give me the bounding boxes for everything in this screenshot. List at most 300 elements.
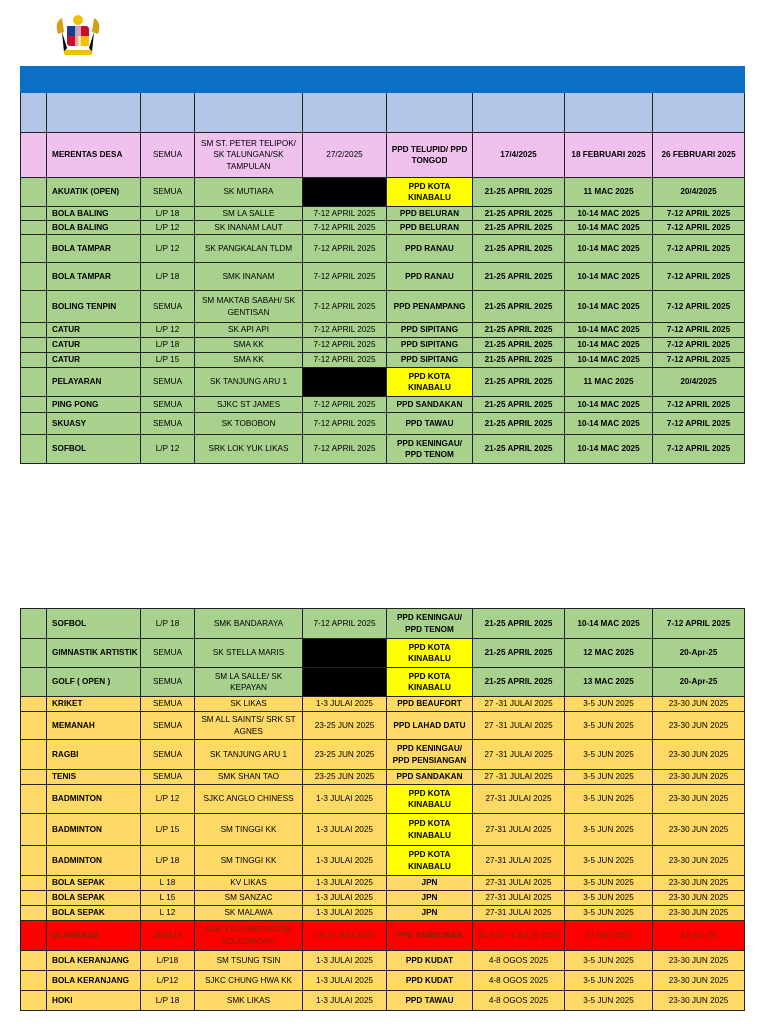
registration-cell: 3-5 JUN 2025: [565, 740, 653, 770]
date-cell: 1-3 JULAI 2025: [303, 876, 387, 891]
table-row: [21, 413, 745, 435]
category-cell: SEMUA: [141, 368, 195, 397]
event-cell: BOLA SEPAK: [47, 906, 141, 921]
table-row: [21, 785, 745, 814]
event-cell: SKUASY: [47, 413, 141, 435]
date-cell: 7-12 APRIL 2025: [303, 323, 387, 338]
category-cell: SEMUA: [141, 291, 195, 323]
deadline-cell: 23-30 JUN 2025: [653, 814, 745, 846]
row-index-cell: [21, 785, 47, 814]
table-header-row-cell: [565, 93, 653, 133]
host-cell: PPD RANAU: [387, 235, 473, 263]
registration-cell: 10-14 MAC 2025: [565, 413, 653, 435]
registration-cell: 11 MAC 2025: [565, 368, 653, 397]
state-date-cell: 21-25 APRIL 2025: [473, 235, 565, 263]
row-index-cell: [21, 207, 47, 221]
deadline-cell: 20/4/2025: [653, 368, 745, 397]
table-row: [21, 323, 745, 338]
date-cell: 7-12 APRIL 2025: [303, 413, 387, 435]
row-index-cell: [21, 740, 47, 770]
event-cell: CATUR: [47, 323, 141, 338]
date-cell: 7-12 APRIL 2025: [303, 235, 387, 263]
row-index-cell: [21, 323, 47, 338]
row-index-cell: [21, 921, 47, 951]
category-cell: L/P 12: [141, 785, 195, 814]
category-cell: SEMUA: [141, 668, 195, 697]
table-header-row-cell: [303, 93, 387, 133]
state-date-cell: 21-25 APRIL 2025: [473, 435, 565, 464]
row-index-cell: [21, 609, 47, 639]
category-cell: L/P 12: [141, 235, 195, 263]
state-date-cell: 21-25 APRIL 2025: [473, 263, 565, 291]
event-cell: BADMINTON: [47, 785, 141, 814]
host-cell: PPD SIPITANG: [387, 353, 473, 368]
state-date-cell: 21-25 APRIL 2025: [473, 368, 565, 397]
category-cell: L/P 15: [141, 353, 195, 368]
category-cell: L/P18: [141, 951, 195, 971]
category-cell: L/P 12: [141, 221, 195, 235]
venue-cell: SM TINGGI KK: [195, 846, 303, 876]
row-index-cell: [21, 397, 47, 413]
category-cell: SEMUA: [141, 178, 195, 207]
deadline-cell: 23-30 JUN 2025: [653, 991, 745, 1011]
date-cell: 7-12 APRIL 2025: [303, 263, 387, 291]
registration-cell: 27 MEI 2025: [565, 921, 653, 951]
registration-cell: 3-5 JUN 2025: [565, 785, 653, 814]
table-row: [21, 338, 745, 353]
category-cell: L/P 12: [141, 323, 195, 338]
state-date-cell: 27 -31 JULAI 2025: [473, 712, 565, 740]
deadline-cell: 23-30 JUN 2025: [653, 971, 745, 991]
date-cell: 23-25 JUN 2025: [303, 740, 387, 770]
state-date-cell: 27-31 JULAI 2025: [473, 785, 565, 814]
date-cell: 7-12 APRIL 2025: [303, 353, 387, 368]
deadline-cell: 7-12 APRIL 2025: [653, 435, 745, 464]
event-cell: MEMANAH: [47, 712, 141, 740]
event-cell: BOLA BALING: [47, 207, 141, 221]
date-cell: 1-3 JULAI 2025: [303, 906, 387, 921]
sports-schedule-table-bottom: [20, 608, 745, 1011]
registration-cell: 18 FEBRUARI 2025: [565, 133, 653, 178]
state-date-cell: 27 -31 JULAI 2025: [473, 740, 565, 770]
state-date-cell: 21-25 APRIL 2025: [473, 639, 565, 668]
registration-cell: 10-14 MAC 2025: [565, 435, 653, 464]
state-date-cell: 21-25 APRIL 2025: [473, 323, 565, 338]
table-title-bar-cell: [21, 67, 745, 93]
category-cell: L/P 15: [141, 814, 195, 846]
malaysia-coat-of-arms-icon: [52, 12, 104, 60]
state-date-cell: 21-25 APRIL 2025: [473, 413, 565, 435]
deadline-cell: 7-12 APRIL 2025: [653, 338, 745, 353]
category-cell: SEMUA: [141, 397, 195, 413]
venue-cell: SM MAKTAB SABAH/ SK GENTISAN: [195, 291, 303, 323]
table-row: [21, 906, 745, 921]
date-cell: 1-3 JULAI 2025: [303, 785, 387, 814]
table-header-row-cell: [387, 93, 473, 133]
host-cell: PPD KUDAT: [387, 971, 473, 991]
row-index-cell: [21, 235, 47, 263]
date-cell: 1-3 JULAI 2025: [303, 991, 387, 1011]
deadline-cell: 23-30 JUN 2025: [653, 891, 745, 906]
category-cell: L/P 18: [141, 991, 195, 1011]
host-cell: PPD RANAU: [387, 263, 473, 291]
registration-cell: 10-14 MAC 2025: [565, 263, 653, 291]
table-row: [21, 991, 745, 1011]
sports-schedule-table-top: [20, 66, 745, 464]
row-index-cell: [21, 876, 47, 891]
table-row: [21, 971, 745, 991]
host-cell: PPD KENINGAU/ PPD TENOM: [387, 435, 473, 464]
registration-cell: 12 MAC 2025: [565, 639, 653, 668]
host-cell: PPD BEAUFORT: [387, 697, 473, 712]
table-row: [21, 178, 745, 207]
state-date-cell: 17/4/2025: [473, 133, 565, 178]
venue-cell: SM TSUNG TSIN: [195, 951, 303, 971]
deadline-cell: 26 FEBRUARI 2025: [653, 133, 745, 178]
host-cell: JPN: [387, 906, 473, 921]
deadline-cell: 23-30 JUN 2025: [653, 906, 745, 921]
category-cell: SEMUA: [141, 740, 195, 770]
row-index-cell: [21, 639, 47, 668]
deadline-cell: 7-12 APRIL 2025: [653, 291, 745, 323]
state-date-cell: 27 -31 JULAI 2025: [473, 770, 565, 785]
deadline-cell: 7-12 APRIL 2025: [653, 207, 745, 221]
date-cell: 1-3 JULAI 2025: [303, 951, 387, 971]
deadline-cell: 7-12 APRIL 2025: [653, 221, 745, 235]
date-cell: [303, 639, 387, 668]
row-index-cell: [21, 846, 47, 876]
table-row: [21, 263, 745, 291]
table-header-row: [21, 93, 745, 133]
category-cell: SEMUA: [141, 921, 195, 951]
host-cell: PPD KOTA KINABALU: [387, 178, 473, 207]
date-cell: [303, 178, 387, 207]
row-index-cell: [21, 221, 47, 235]
event-cell: PING PONG: [47, 397, 141, 413]
deadline-cell: 7-12 APRIL 2025: [653, 263, 745, 291]
host-cell: PPD SANDAKAN: [387, 397, 473, 413]
category-cell: SEMUA: [141, 133, 195, 178]
event-cell: BADMINTON: [47, 814, 141, 846]
state-date-cell: 4-8 OGOS 2025: [473, 991, 565, 1011]
row-index-cell: [21, 971, 47, 991]
date-cell: 23-25 JUN 2025: [303, 770, 387, 785]
deadline-cell: 20-Apr-25: [653, 639, 745, 668]
table-row: [21, 639, 745, 668]
deadline-cell: 7-12 APRIL 2025: [653, 323, 745, 338]
registration-cell: 3-5 JUN 2025: [565, 697, 653, 712]
venue-cell: SMA KK: [195, 353, 303, 368]
registration-cell: 10-14 MAC 2025: [565, 397, 653, 413]
table-row: [21, 397, 745, 413]
event-cell: BOLA KERANJANG: [47, 971, 141, 991]
state-date-cell: 27 -31 JULAI 2025: [473, 697, 565, 712]
deadline-cell: 20/4/2025: [653, 178, 745, 207]
host-cell: PPD BELURAN: [387, 207, 473, 221]
venue-cell: SM ALL SAINTS/ SRK ST AGNES: [195, 712, 303, 740]
state-date-cell: 4-8 OGOS 2025: [473, 971, 565, 991]
registration-cell: 3-5 JUN 2025: [565, 876, 653, 891]
date-cell: 7-12 APRIL 2025: [303, 207, 387, 221]
registration-cell: 10-14 MAC 2025: [565, 235, 653, 263]
category-cell: L 15: [141, 891, 195, 906]
venue-cell: SRK LOK YUK LIKAS: [195, 435, 303, 464]
date-cell: 7-12 APRIL 2025: [303, 291, 387, 323]
date-cell: 16-21 JUN 2025: [303, 921, 387, 951]
venue-cell: SMA KK: [195, 338, 303, 353]
event-cell: BOLA KERANJANG: [47, 951, 141, 971]
category-cell: L/P12: [141, 971, 195, 991]
registration-cell: 3-5 JUN 2025: [565, 951, 653, 971]
row-index-cell: [21, 668, 47, 697]
host-cell: PPD KUDAT: [387, 951, 473, 971]
table-row: [21, 235, 745, 263]
deadline-cell: 7-12 APRIL 2025: [653, 235, 745, 263]
venue-cell: SK TANJUNG ARU 1: [195, 740, 303, 770]
event-cell: BOLA TAMPAR: [47, 263, 141, 291]
event-cell: BOLA TAMPAR: [47, 235, 141, 263]
category-cell: L/P 18: [141, 846, 195, 876]
venue-cell: SMK LIKAS: [195, 991, 303, 1011]
host-cell: PPD KOTA KINABALU: [387, 846, 473, 876]
table-header-row-cell: [195, 93, 303, 133]
event-cell: CATUR: [47, 353, 141, 368]
host-cell: PPD KENINGAU/ PPD TENOM: [387, 609, 473, 639]
category-cell: L/P 12: [141, 435, 195, 464]
date-cell: 1-3 JULAI 2025: [303, 971, 387, 991]
table-row: [21, 435, 745, 464]
venue-cell: SMK SHAN TAO: [195, 770, 303, 785]
row-index-cell: [21, 413, 47, 435]
venue-cell: SK INANAM LAUT: [195, 221, 303, 235]
category-cell: L/P 18: [141, 338, 195, 353]
host-cell: PPD TAWAU: [387, 991, 473, 1011]
event-cell: OLAHRAGA: [47, 921, 141, 951]
row-index-cell: [21, 991, 47, 1011]
venue-cell: SJKC CHUNG HWA KK: [195, 971, 303, 991]
deadline-cell: 23-30 JUN 2025: [653, 740, 745, 770]
table-row: [21, 740, 745, 770]
state-date-cell: 30 JUN -4 JULAI 2025: [473, 921, 565, 951]
category-cell: L 18: [141, 876, 195, 891]
category-cell: SEMUA: [141, 639, 195, 668]
registration-cell: 10-14 MAC 2025: [565, 323, 653, 338]
registration-cell: 13 MAC 2025: [565, 668, 653, 697]
date-cell: 1-3 JULAI 2025: [303, 814, 387, 846]
registration-cell: 10-14 MAC 2025: [565, 338, 653, 353]
table-row: [21, 353, 745, 368]
state-date-cell: 21-25 APRIL 2025: [473, 397, 565, 413]
host-cell: PPD BELURAN: [387, 221, 473, 235]
deadline-cell: 20-Apr-25: [653, 668, 745, 697]
deadline-cell: 7-12 APRIL 2025: [653, 413, 745, 435]
host-cell: JPN: [387, 891, 473, 906]
table-header-row-cell: [21, 93, 47, 133]
date-cell: 1-3 JULAI 2025: [303, 697, 387, 712]
table-row: [21, 697, 745, 712]
venue-cell: SMK INANAM: [195, 263, 303, 291]
host-cell: PPD KENINGAU/ PPD PENSIANGAN: [387, 740, 473, 770]
event-cell: HOKI: [47, 991, 141, 1011]
event-cell: SOFBOL: [47, 435, 141, 464]
deadline-cell: 23-30 JUN 2025: [653, 712, 745, 740]
category-cell: SEMUA: [141, 413, 195, 435]
deadline-cell: 23-30 JUN 2025: [653, 951, 745, 971]
category-cell: L/P 18: [141, 263, 195, 291]
state-date-cell: 4-8 OGOS 2025: [473, 951, 565, 971]
registration-cell: 3-5 JUN 2025: [565, 891, 653, 906]
host-cell: PPD SIPITANG: [387, 323, 473, 338]
row-index-cell: [21, 435, 47, 464]
category-cell: L/P 18: [141, 207, 195, 221]
state-date-cell: 21-25 APRIL 2025: [473, 291, 565, 323]
event-cell: BOLING TENPIN: [47, 291, 141, 323]
event-cell: GIMNASTIK ARTISTIK: [47, 639, 141, 668]
event-cell: BOLA SEPAK: [47, 891, 141, 906]
table-row: [21, 221, 745, 235]
row-index-cell: [21, 353, 47, 368]
table-row: [21, 891, 745, 906]
venue-cell: SM TINGGI KK: [195, 814, 303, 846]
table-title-bar: [21, 67, 745, 93]
registration-cell: 3-5 JUN 2025: [565, 814, 653, 846]
table-row: [21, 814, 745, 846]
date-cell: 7-12 APRIL 2025: [303, 397, 387, 413]
venue-cell: SK STELLA MARIS: [195, 639, 303, 668]
date-cell: 7-12 APRIL 2025: [303, 435, 387, 464]
table-header-row-cell: [141, 93, 195, 133]
date-cell: [303, 368, 387, 397]
date-cell: 27/2/2025: [303, 133, 387, 178]
state-date-cell: 27-31 JULAI 2025: [473, 891, 565, 906]
deadline-cell: 23-30 JUN 2025: [653, 785, 745, 814]
registration-cell: 3-5 JUN 2025: [565, 770, 653, 785]
category-cell: SEMUA: [141, 770, 195, 785]
registration-cell: 3-5 JUN 2025: [565, 971, 653, 991]
venue-cell: SK TANJUNG ARU 1: [195, 368, 303, 397]
host-cell: PPD KOTA KINABALU: [387, 785, 473, 814]
table-row: [21, 609, 745, 639]
host-cell: PPD KOTA KINABALU: [387, 814, 473, 846]
registration-cell: 10-14 MAC 2025: [565, 221, 653, 235]
registration-cell: 3-5 JUN 2025: [565, 846, 653, 876]
host-cell: PPD KOTA KINABALU: [387, 368, 473, 397]
table-row: [21, 668, 745, 697]
venue-cell: SK PANGKALAN TLDM: [195, 235, 303, 263]
state-date-cell: 27-31 JULAI 2025: [473, 906, 565, 921]
event-cell: SOFBOL: [47, 609, 141, 639]
registration-cell: 10-14 MAC 2025: [565, 291, 653, 323]
venue-cell: SK MUTIARA: [195, 178, 303, 207]
category-cell: L/P 18: [141, 609, 195, 639]
venue-cell: SK API API: [195, 323, 303, 338]
state-date-cell: 21-25 APRIL 2025: [473, 221, 565, 235]
registration-cell: 10-14 MAC 2025: [565, 609, 653, 639]
table-header-row-cell: [47, 93, 141, 133]
deadline-cell: 23-30 JUN 2025: [653, 846, 745, 876]
host-cell: PPD TELUPID/ PPD TONGOD: [387, 133, 473, 178]
row-index-cell: [21, 368, 47, 397]
event-cell: BOLA BALING: [47, 221, 141, 235]
state-date-cell: 21-25 APRIL 2025: [473, 668, 565, 697]
table-row: [21, 207, 745, 221]
state-date-cell: 21-25 APRIL 2025: [473, 353, 565, 368]
table-row: [21, 951, 745, 971]
row-index-cell: [21, 697, 47, 712]
table-row: [21, 712, 745, 740]
registration-cell: 3-5 JUN 2025: [565, 991, 653, 1011]
table-row: [21, 770, 745, 785]
table-row: [21, 876, 745, 891]
host-cell: PPD KOTA KINABALU: [387, 668, 473, 697]
category-cell: SEMUA: [141, 697, 195, 712]
event-cell: GOLF ( OPEN ): [47, 668, 141, 697]
row-index-cell: [21, 712, 47, 740]
row-index-cell: [21, 291, 47, 323]
category-cell: SEMUA: [141, 712, 195, 740]
row-index-cell: [21, 338, 47, 353]
table-row: [21, 921, 745, 951]
category-cell: L 12: [141, 906, 195, 921]
table-row: [21, 368, 745, 397]
state-date-cell: 27-31 JULAI 2025: [473, 846, 565, 876]
deadline-cell: 23-30 JUN 2025: [653, 876, 745, 891]
state-date-cell: 27-31 JULAI 2025: [473, 876, 565, 891]
host-cell: PPD LAHAD DATU: [387, 712, 473, 740]
event-cell: MERENTAS DESA: [47, 133, 141, 178]
deadline-cell: 23-30 JUN 2025: [653, 770, 745, 785]
venue-cell: SM SANZAC: [195, 891, 303, 906]
registration-cell: 3-5 JUN 2025: [565, 906, 653, 921]
venue-cell: SM LA SALLE/ SK KEPAYAN: [195, 668, 303, 697]
date-cell: 1-3 JULAI 2025: [303, 846, 387, 876]
venue-cell: SMK KOLOMBONG/SK KOLOMBONG: [195, 921, 303, 951]
registration-cell: 11 MAC 2025: [565, 178, 653, 207]
row-index-cell: [21, 951, 47, 971]
host-cell: PPD KOTA KINABALU: [387, 639, 473, 668]
date-cell: [303, 668, 387, 697]
event-cell: AKUATIK (OPEN): [47, 178, 141, 207]
date-cell: 23-25 JUN 2025: [303, 712, 387, 740]
row-index-cell: [21, 906, 47, 921]
row-index-cell: [21, 133, 47, 178]
table-row: [21, 133, 745, 178]
registration-cell: 3-5 JUN 2025: [565, 712, 653, 740]
deadline-cell: 7-12 APRIL 2025: [653, 397, 745, 413]
state-date-cell: 21-25 APRIL 2025: [473, 609, 565, 639]
row-index-cell: [21, 891, 47, 906]
venue-cell: SJKC ST JAMES: [195, 397, 303, 413]
row-index-cell: [21, 770, 47, 785]
table-header-row-cell: [473, 93, 565, 133]
host-cell: PPD SANDAKAN: [387, 770, 473, 785]
date-cell: 7-12 APRIL 2025: [303, 338, 387, 353]
row-index-cell: [21, 178, 47, 207]
venue-cell: SK LIKAS: [195, 697, 303, 712]
deadline-cell: 7-12 APRIL 2025: [653, 353, 745, 368]
venue-cell: KV LIKAS: [195, 876, 303, 891]
row-index-cell: [21, 814, 47, 846]
state-date-cell: 27-31 JULAI 2025: [473, 814, 565, 846]
state-date-cell: 21-25 APRIL 2025: [473, 338, 565, 353]
state-date-cell: 21-25 APRIL 2025: [473, 178, 565, 207]
event-cell: RAGBI: [47, 740, 141, 770]
registration-cell: 10-14 MAC 2025: [565, 353, 653, 368]
date-cell: 7-12 APRIL 2025: [303, 221, 387, 235]
date-cell: 7-12 APRIL 2025: [303, 609, 387, 639]
table-header-row-cell: [653, 93, 745, 133]
table-row: [21, 846, 745, 876]
